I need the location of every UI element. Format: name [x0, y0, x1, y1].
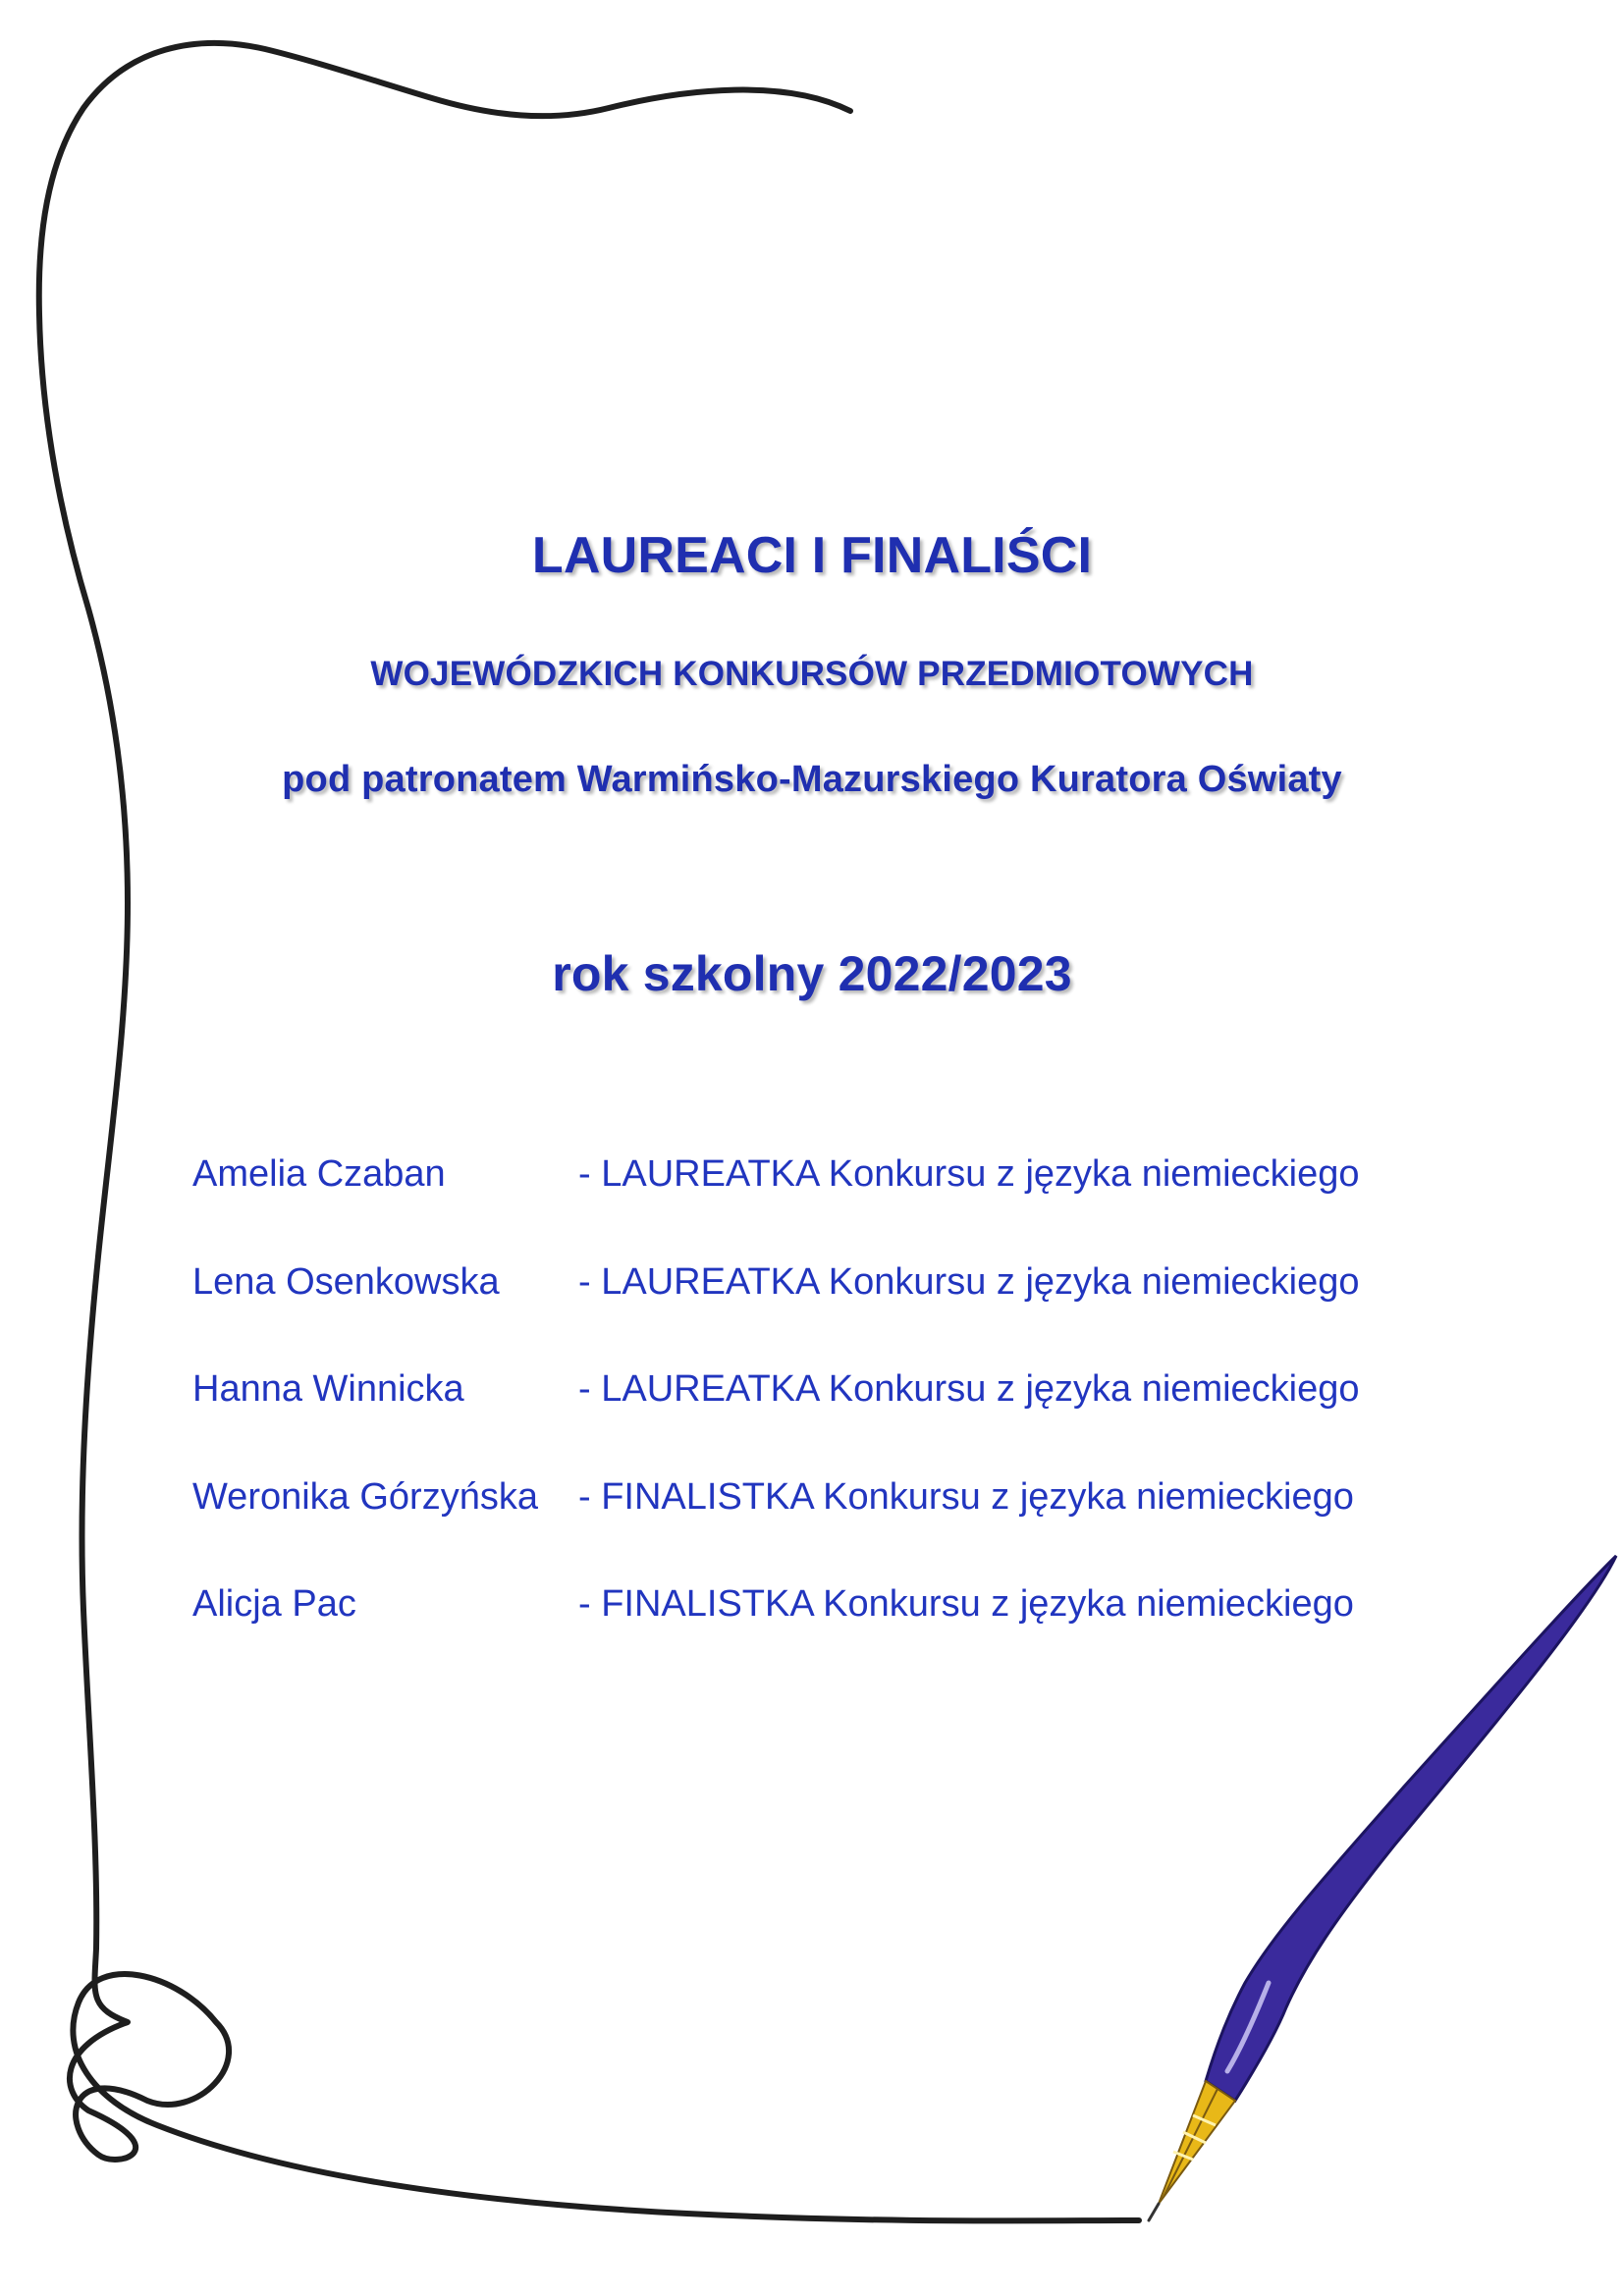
page-title: LAUREACI I FINALIŚCI [531, 527, 1093, 584]
winner-award: - LAUREATKA Konkursu z języka niemieckiego [578, 1153, 1360, 1195]
patronage-line: pod patronatem Warmińsko-Mazurskiego Kuratora Oświaty [282, 759, 1342, 800]
list-item [192, 1261, 1360, 1369]
winner-award: - LAUREATKA Konkursu z języka niemieckiego [578, 1368, 1360, 1410]
winner-name: Amelia Czaban [192, 1153, 446, 1195]
list-item [192, 1476, 1360, 1584]
winner-name: Alicja Pac [192, 1583, 356, 1625]
winner-name: Lena Osenkowska [192, 1260, 500, 1303]
page-subtitle: WOJEWÓDZKICH KONKURSÓW PRZEDMIOTOWYCH [370, 655, 1254, 693]
list-item [192, 1368, 1360, 1476]
winner-name: Hanna Winnicka [192, 1368, 464, 1410]
winner-name: Weronika Górzyńska [192, 1475, 538, 1518]
list-item [192, 1153, 1360, 1261]
list-item [192, 1583, 1360, 1691]
winner-award: - FINALISTKA Konkursu z języka niemieckiego [578, 1583, 1354, 1625]
school-year: rok szkolny 2022/2023 [552, 946, 1072, 1001]
winner-award: - FINALISTKA Konkursu z języka niemieckiego [578, 1475, 1354, 1518]
scroll-line-icon [39, 43, 1139, 2221]
winners-list [192, 1153, 1360, 1691]
winner-award: - LAUREATKA Konkursu z języka niemieckiego [578, 1260, 1360, 1303]
